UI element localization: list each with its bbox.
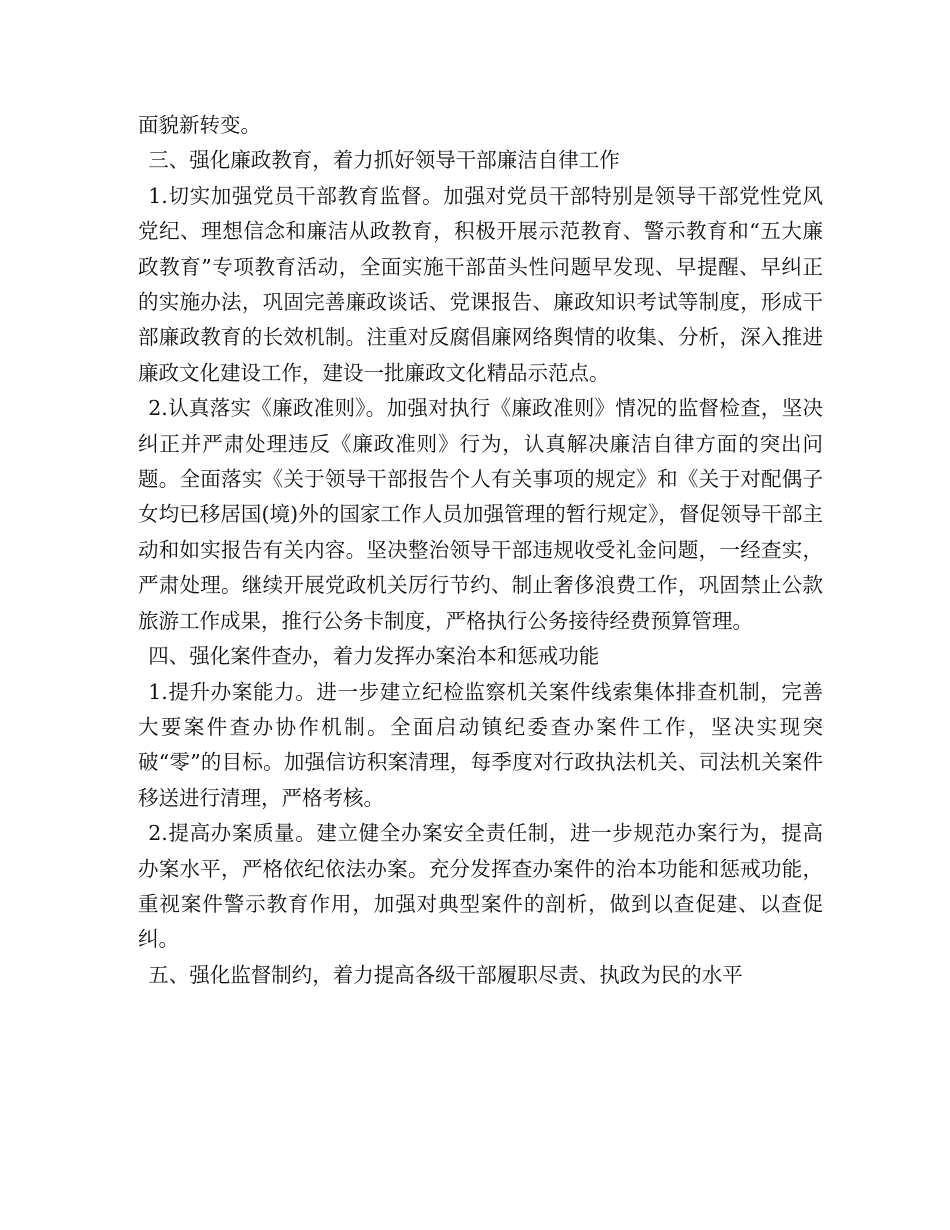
section-heading-5: 五、强化监督制约，着力提高各级干部履职尽责、执政为民的水平 xyxy=(148,962,743,987)
document-body xyxy=(138,108,823,993)
section-heading-4: 四、强化案件查办，着力发挥办案治本和惩戒功能 xyxy=(148,644,600,669)
paragraph-3-1: 1.切实加强党员干部教育监督。加强对党员干部特别是领导干部党性党风党纪、理想信念和廉洁从政教育，积极开展示范教育、警示教育和“五大廉政教育”专项教育活动，全面实施干部苗头性问题早发现、早提醒、早纠正的实施办法，巩固完善廉政谈话、党课报告、廉政知识考试等制度，形成干部廉政教育的长效机制。注重对反腐倡廉网络舆情的收集、分析，深入推进廉政文化建设工作，建设一批廉政文化精品示范点。 xyxy=(138,183,823,385)
section-heading-3: 三、强化廉政教育，着力抓好领导干部廉洁自律工作 xyxy=(148,148,620,173)
paragraph-4-2: 2.提高办案质量。建立健全办案安全责任制，进一步规范办案行为，提高办案水平，严格依纪依法办案。充分发挥查办案件的治本功能和惩戒功能，重视案件警示教育作用，加强对典型案件的剖析，做到以查促建、以查促纠。 xyxy=(138,821,823,952)
paragraph-continuation: 面貌新转变。 xyxy=(138,113,261,137)
paragraph-4-1: 1.提升办案能力。进一步建立纪检监察机关案件线索集体排查机制，完善大要案件查办协作机制。全面启动镇纪委查办案件工作，坚决实现突破“零”的目标。加强信访积案清理，每季度对行政执法机关、司法机关案件移送进行清理，严格考核。 xyxy=(138,679,823,810)
paragraph-3-2: 2.认真落实《廉政准则》。加强对执行《廉政准则》情况的监督检查，坚决纠正并严肃处理违反《廉政准则》行为，认真解决廉洁自律方面的突出问题。全面落实《关于领导干部报告个人有关事项的规定》和《关于对配偶子女均已移居国(境)外的国家工作人员加强管理的暂行规定》，督促领导干部主动和如实报告有关内容。坚决整治领导干部违规收受礼金问题，一经查实，严肃处理。继续开展党政机关厉行节约、制止奢侈浪费工作，巩固禁止公款旅游工作成果，推行公务卡制度，严格执行公务接待经费预算管理。 xyxy=(138,396,823,633)
